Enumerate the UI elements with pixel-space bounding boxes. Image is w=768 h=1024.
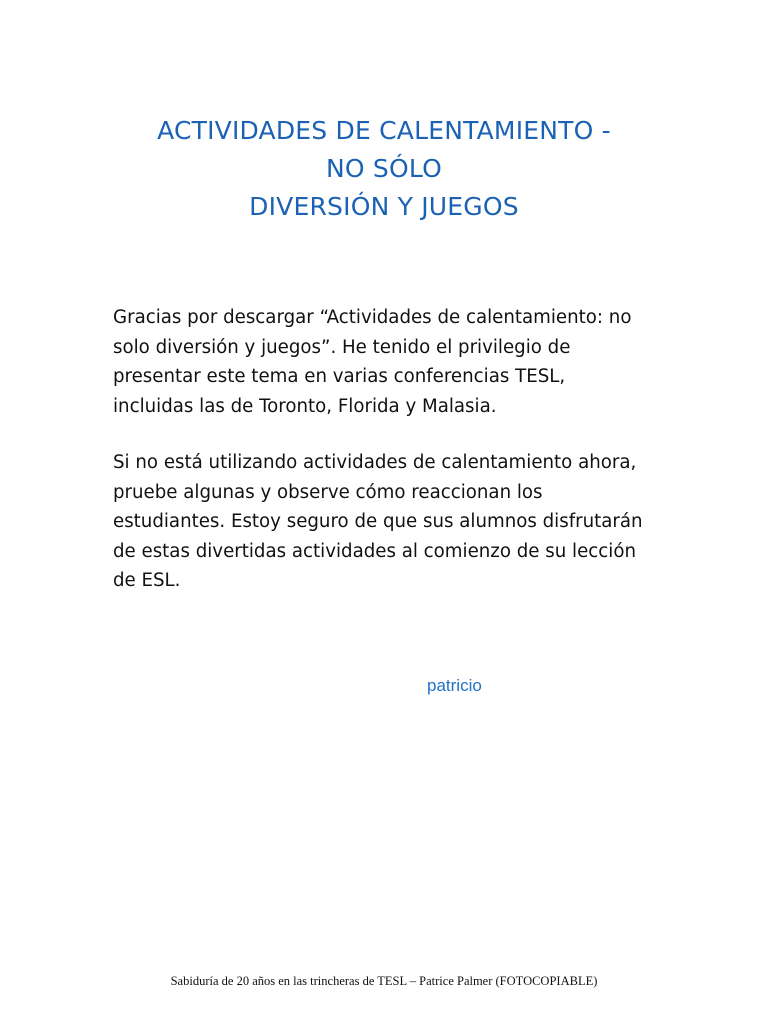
second-paragraph xyxy=(113,448,673,596)
intro-paragraph xyxy=(113,303,673,421)
paragraph-line: Si no está utilizando actividades de calentamiento ahora, xyxy=(113,452,637,473)
title-line-3: DIVERSIÓN Y JUEGOS xyxy=(249,192,519,221)
paragraph-line: incluidas las de Toronto, Florida y Malasia. xyxy=(113,395,497,417)
paragraph-line: de ESL. xyxy=(113,570,181,592)
signature: patricio xyxy=(427,676,482,695)
paragraph-line: presentar este tema en varias conferencias TESL, xyxy=(113,366,566,388)
page-footer: Sabiduría de 20 años en las trincheras de TESL – Patrice Palmer (FOTOCOPIABLE) xyxy=(170,974,598,988)
paragraph-line: estudiantes. Estoy seguro de que sus alumnos disfrutarán xyxy=(113,511,643,533)
paragraph-line: pruebe algunas y observe cómo reaccionan los xyxy=(113,481,543,503)
paragraph-line: solo diversión y juegos”. He tenido el privilegio de xyxy=(113,336,571,358)
title-line-1: ACTIVIDADES DE CALENTAMIENTO - xyxy=(157,116,611,145)
paragraph-line: Gracias por descargar “Actividades de calentamiento: no xyxy=(113,307,632,328)
paragraph-line: de estas divertidas actividades al comienzo de su lección xyxy=(113,540,636,562)
title-line-2: NO SÓLO xyxy=(326,154,442,183)
page-title xyxy=(0,112,768,226)
